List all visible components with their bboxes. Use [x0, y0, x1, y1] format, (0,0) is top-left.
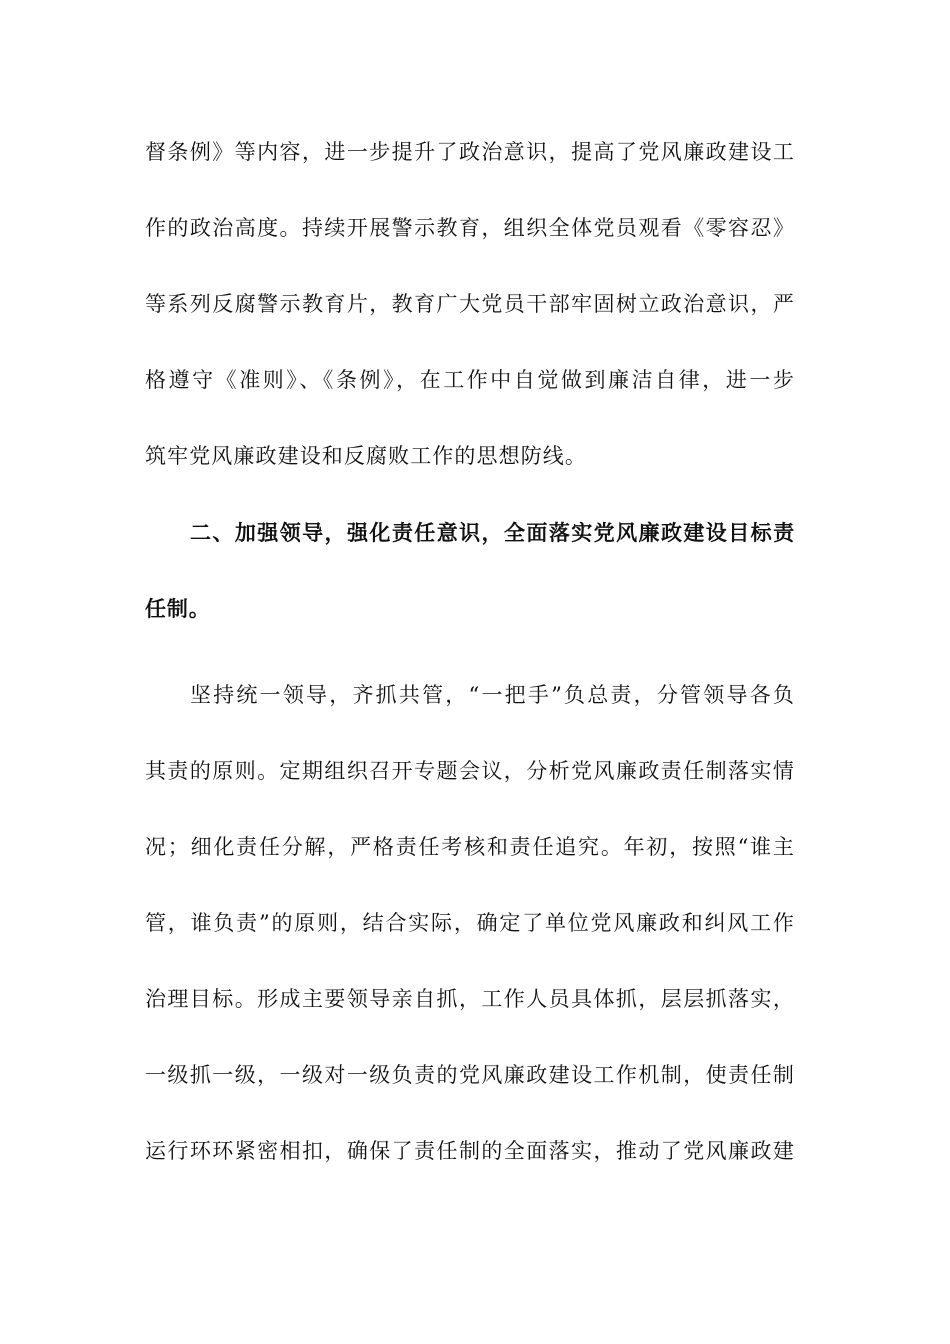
paragraph-line: 作的政治高度。持续开展警示教育，组织全体党员观看《零容忍》 [145, 216, 795, 240]
section-heading-line: 任制。 [145, 597, 211, 621]
paragraph-line: 督条例》等内容，进一步提升了政治意识，提高了党风廉政建设工 [145, 140, 795, 164]
paragraph-line: 管，谁负责”的原则，结合实际，确定了单位党风廉政和纠风工作 [145, 911, 795, 935]
paragraph-line: 治理目标。形成主要领导亲自抓，工作人员具体抓，层层抓落实， [145, 987, 795, 1011]
paragraph-line: 筑牢党风廉政建设和反腐败工作的思想防线。 [145, 444, 587, 468]
paragraph-line: 等系列反腐警示教育片，教育广大党员干部牢固树立政治意识，严 [145, 292, 795, 316]
paragraph-line: 格遵守《准则》、《条例》，在工作中自觉做到廉洁自律，进一步 [145, 368, 795, 392]
paragraph-line: 运行环环紧密相扣，确保了责任制的全面落实，推动了党风廉政建 [145, 1139, 795, 1163]
paragraph-line: 坚持统一领导，齐抓共管，“一把手”负总责，分管领导各负 [190, 683, 795, 707]
paragraph-line: 况；细化责任分解，严格责任考核和责任追究。年初，按照“谁主 [145, 835, 795, 859]
paragraph-line: 一级抓一级，一级对一级负责的党风廉政建设工作机制，使责任制 [145, 1063, 795, 1087]
section-heading-line: 二、加强领导，强化责任意识，全面落实党风廉政建设目标责 [190, 521, 795, 545]
paragraph-line: 其责的原则。定期组织召开专题会议，分析党风廉政责任制落实情 [145, 759, 795, 783]
